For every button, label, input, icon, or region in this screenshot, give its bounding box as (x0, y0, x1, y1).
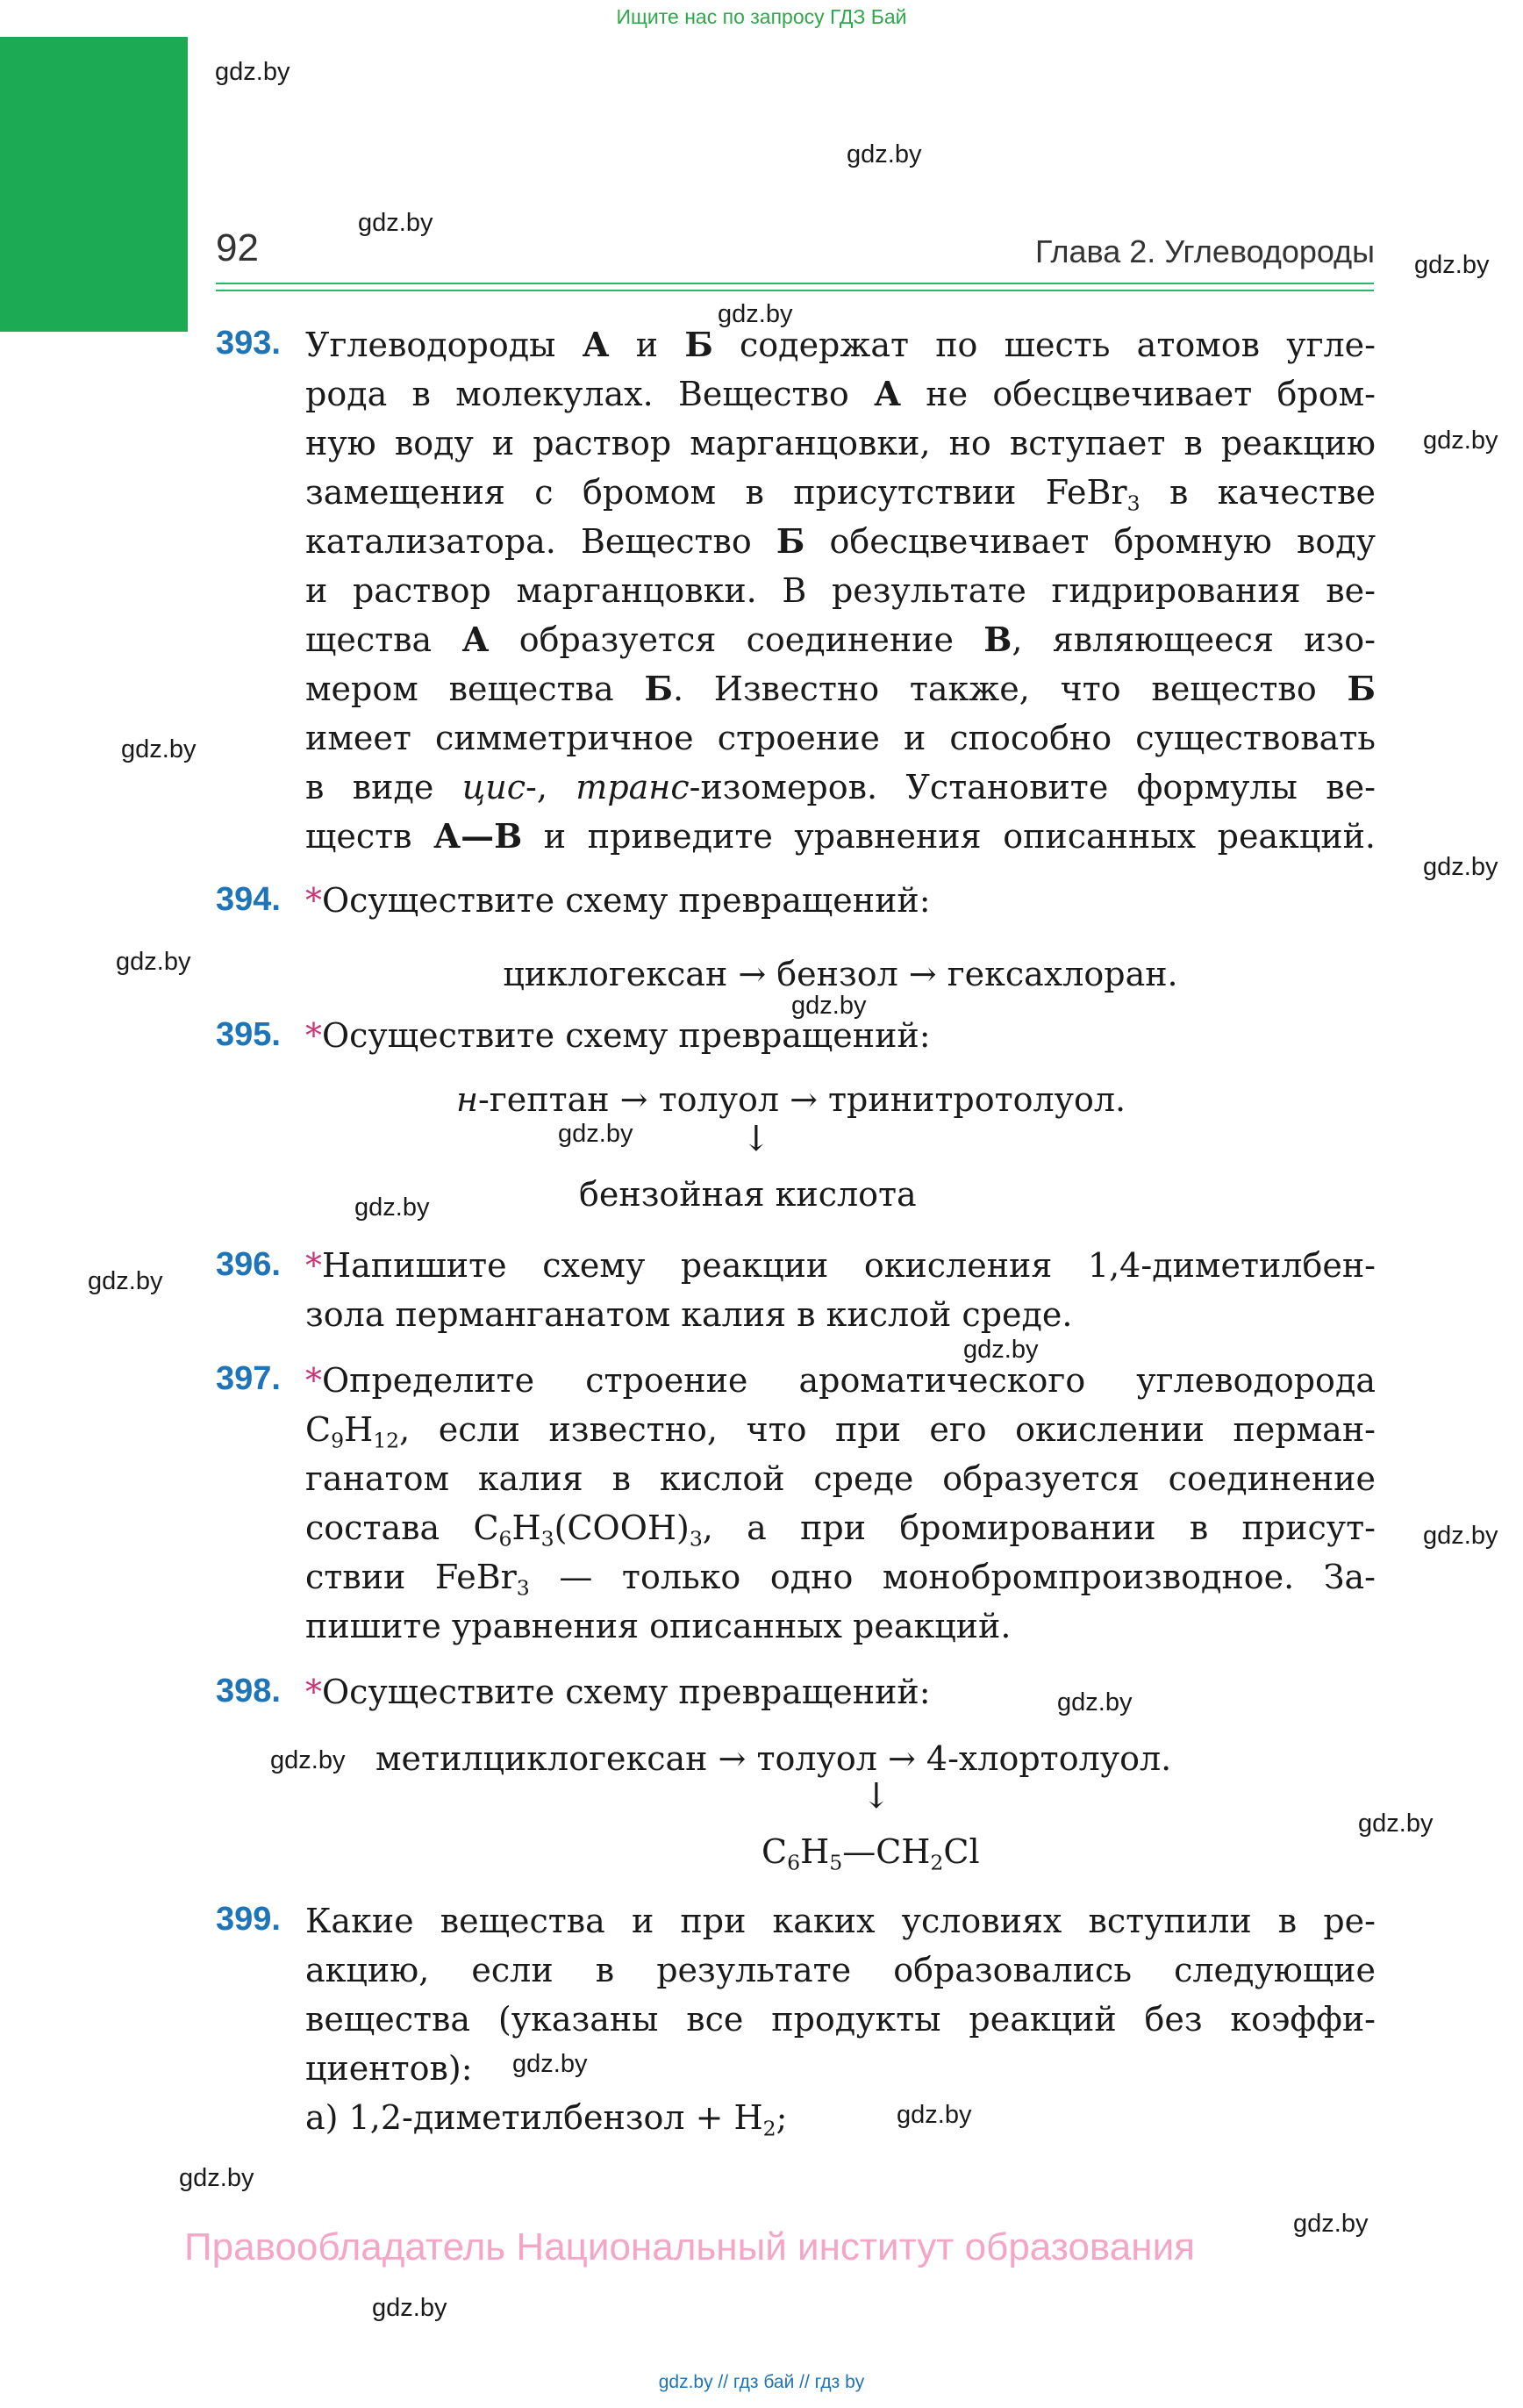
problem-396-line (305, 1241, 1376, 1290)
problem-399-number: 399. (216, 1901, 281, 1938)
problem-395-number: 395. (216, 1016, 281, 1053)
star-mark: * (305, 881, 322, 920)
problem-393-line: ществ А—В и приведите уравнения описанных реакций. (305, 816, 1376, 856)
watermark: gdz.by (1423, 426, 1498, 455)
problem-393-line: щества А образуется соединение В, являющееся изо- (305, 620, 1376, 659)
problem-397-task: Определите строение ароматического углеводорода (322, 1361, 1376, 1400)
watermark: gdz.by (512, 2050, 588, 2078)
watermark: gdz.by (215, 58, 290, 86)
problem-393-line: Углеводороды А и Б содержат по шесть атомов угле- (305, 325, 1376, 364)
problem-393-line: рода в молекулах. Вещество А не обесцвечивает бром- (305, 374, 1376, 413)
problem-394-text (305, 876, 1376, 925)
problem-397-line: ствии FeBr$_3$ — только одно монобромпроизводное. За- (305, 1558, 1376, 1601)
watermark: gdz.by (354, 1193, 430, 1222)
problem-397-line: $C_9H_{12}$, если известно, что при его окислении перман- (305, 1410, 1376, 1453)
watermark: gdz.by (1358, 1810, 1434, 1838)
watermark: gdz.by (718, 300, 793, 328)
watermark: gdz.by (1057, 1688, 1133, 1716)
problem-394-task: Осуществите схему превращений: (322, 881, 931, 920)
problem-399-item-a: а) 1,2-диметилбензол + $H_2$; (305, 2098, 788, 2141)
problem-396-number: 396. (216, 1246, 281, 1283)
problem-393-line: и раствор марганцовки. В результате гидрирования ве- (305, 571, 1376, 610)
problem-398-scheme: метилциклогексан → толуол → 4-хлортолуол. (375, 1739, 1172, 1778)
problem-393-line: имеет симметричное строение и способно существовать (305, 719, 1376, 757)
chapter-title: Глава 2. Углеводороды (1035, 233, 1375, 269)
star-mark: * (305, 1361, 322, 1400)
watermark: gdz.by (270, 1746, 346, 1774)
header-rule-bottom (216, 290, 1374, 291)
problem-394-number: 394. (216, 881, 281, 918)
problem-398-text (305, 1667, 1376, 1716)
watermark: gdz.by (121, 735, 197, 763)
watermark: gdz.by (88, 1267, 163, 1295)
problem-398-task: Осуществите схему превращений: (322, 1673, 931, 1711)
watermark: gdz.by (116, 948, 191, 976)
top-banner-text: Ищите нас по запросу ГДЗ Бай (616, 5, 907, 28)
problem-396-task: Напишите схему реакции окисления 1,4-диметилбен- (322, 1246, 1376, 1285)
down-arrow: ↓ (741, 1119, 771, 1159)
problem-398-branch: $C_6H_5—CH_2Cl$ (762, 1832, 980, 1875)
problem-397-line (305, 1356, 1376, 1405)
watermark: gdz.by (1414, 251, 1490, 279)
problem-395-scheme: н-гептан → толуол → тринитротолуол. (456, 1080, 1126, 1119)
problem-395-task: Осуществите схему превращений: (322, 1016, 931, 1055)
problem-393-line: катализатора. Вещество Б обесцвечивает бромную воду (305, 521, 1376, 561)
star-mark: * (305, 1246, 322, 1285)
problem-397-line: ганатом калия в кислой среде образуется соединение (305, 1459, 1376, 1498)
watermark: gdz.by (1293, 2210, 1369, 2238)
watermark: gdz.by (1423, 1522, 1498, 1550)
problem-393-line: ную воду и раствор марганцовки, но вступает в реакцию (305, 424, 1376, 462)
problem-397-line: состава $C_6H_3(COOH)_3$, а при бромировании в присут- (305, 1509, 1376, 1552)
problem-399-line: акцию, если в результате образовались следующие (305, 1951, 1376, 1989)
watermark: gdz.by (1423, 853, 1498, 881)
problem-397-line: пишите уравнения описанных реакций. (305, 1607, 1012, 1645)
problem-399-line: Какие вещества и при каких условиях вступили в ре- (305, 1902, 1376, 1940)
copyright-notice: Правообладатель Национальный институт образования (184, 2225, 1195, 2268)
watermark: gdz.by (791, 992, 867, 1020)
watermark: gdz.by (358, 209, 433, 237)
page-number: 92 (216, 226, 259, 269)
watermark: gdz.by (372, 2294, 447, 2322)
footer-links: gdz.by // гдз бай // гдз by (658, 2372, 865, 2392)
problem-395-branch: бензойная кислота (579, 1175, 917, 1214)
watermark: gdz.by (897, 2101, 972, 2129)
problem-393-number: 393. (216, 325, 281, 362)
star-mark: * (305, 1673, 322, 1711)
watermark: gdz.by (179, 2164, 254, 2192)
problem-393-line: в виде цис-, транс-изомеров. Установите формулы ве- (305, 768, 1376, 806)
problem-393-line: замещения с бромом в присутствии FeBr$_3$ в качестве (305, 473, 1376, 516)
problem-394-scheme: циклогексан → бензол → гексахлоран. (503, 955, 1178, 993)
problem-398-number: 398. (216, 1673, 281, 1709)
down-arrow: ↓ (862, 1776, 891, 1817)
watermark: gdz.by (558, 1120, 633, 1148)
problem-397-number: 397. (216, 1360, 281, 1397)
chapter-color-tab (0, 37, 188, 332)
header-rule-top (216, 283, 1374, 284)
problem-393-line: мером вещества Б. Известно также, что вещество Б (305, 669, 1376, 708)
watermark: gdz.by (847, 140, 922, 168)
problem-396-line: зола перманганатом калия в кислой среде. (305, 1295, 1073, 1334)
star-mark: * (305, 1016, 322, 1055)
problem-399-line: вещества (указаны все продукты реакций без коэффи- (305, 2000, 1376, 2039)
watermark: gdz.by (963, 1336, 1039, 1364)
problem-399-line: циентов): (305, 2049, 473, 2088)
